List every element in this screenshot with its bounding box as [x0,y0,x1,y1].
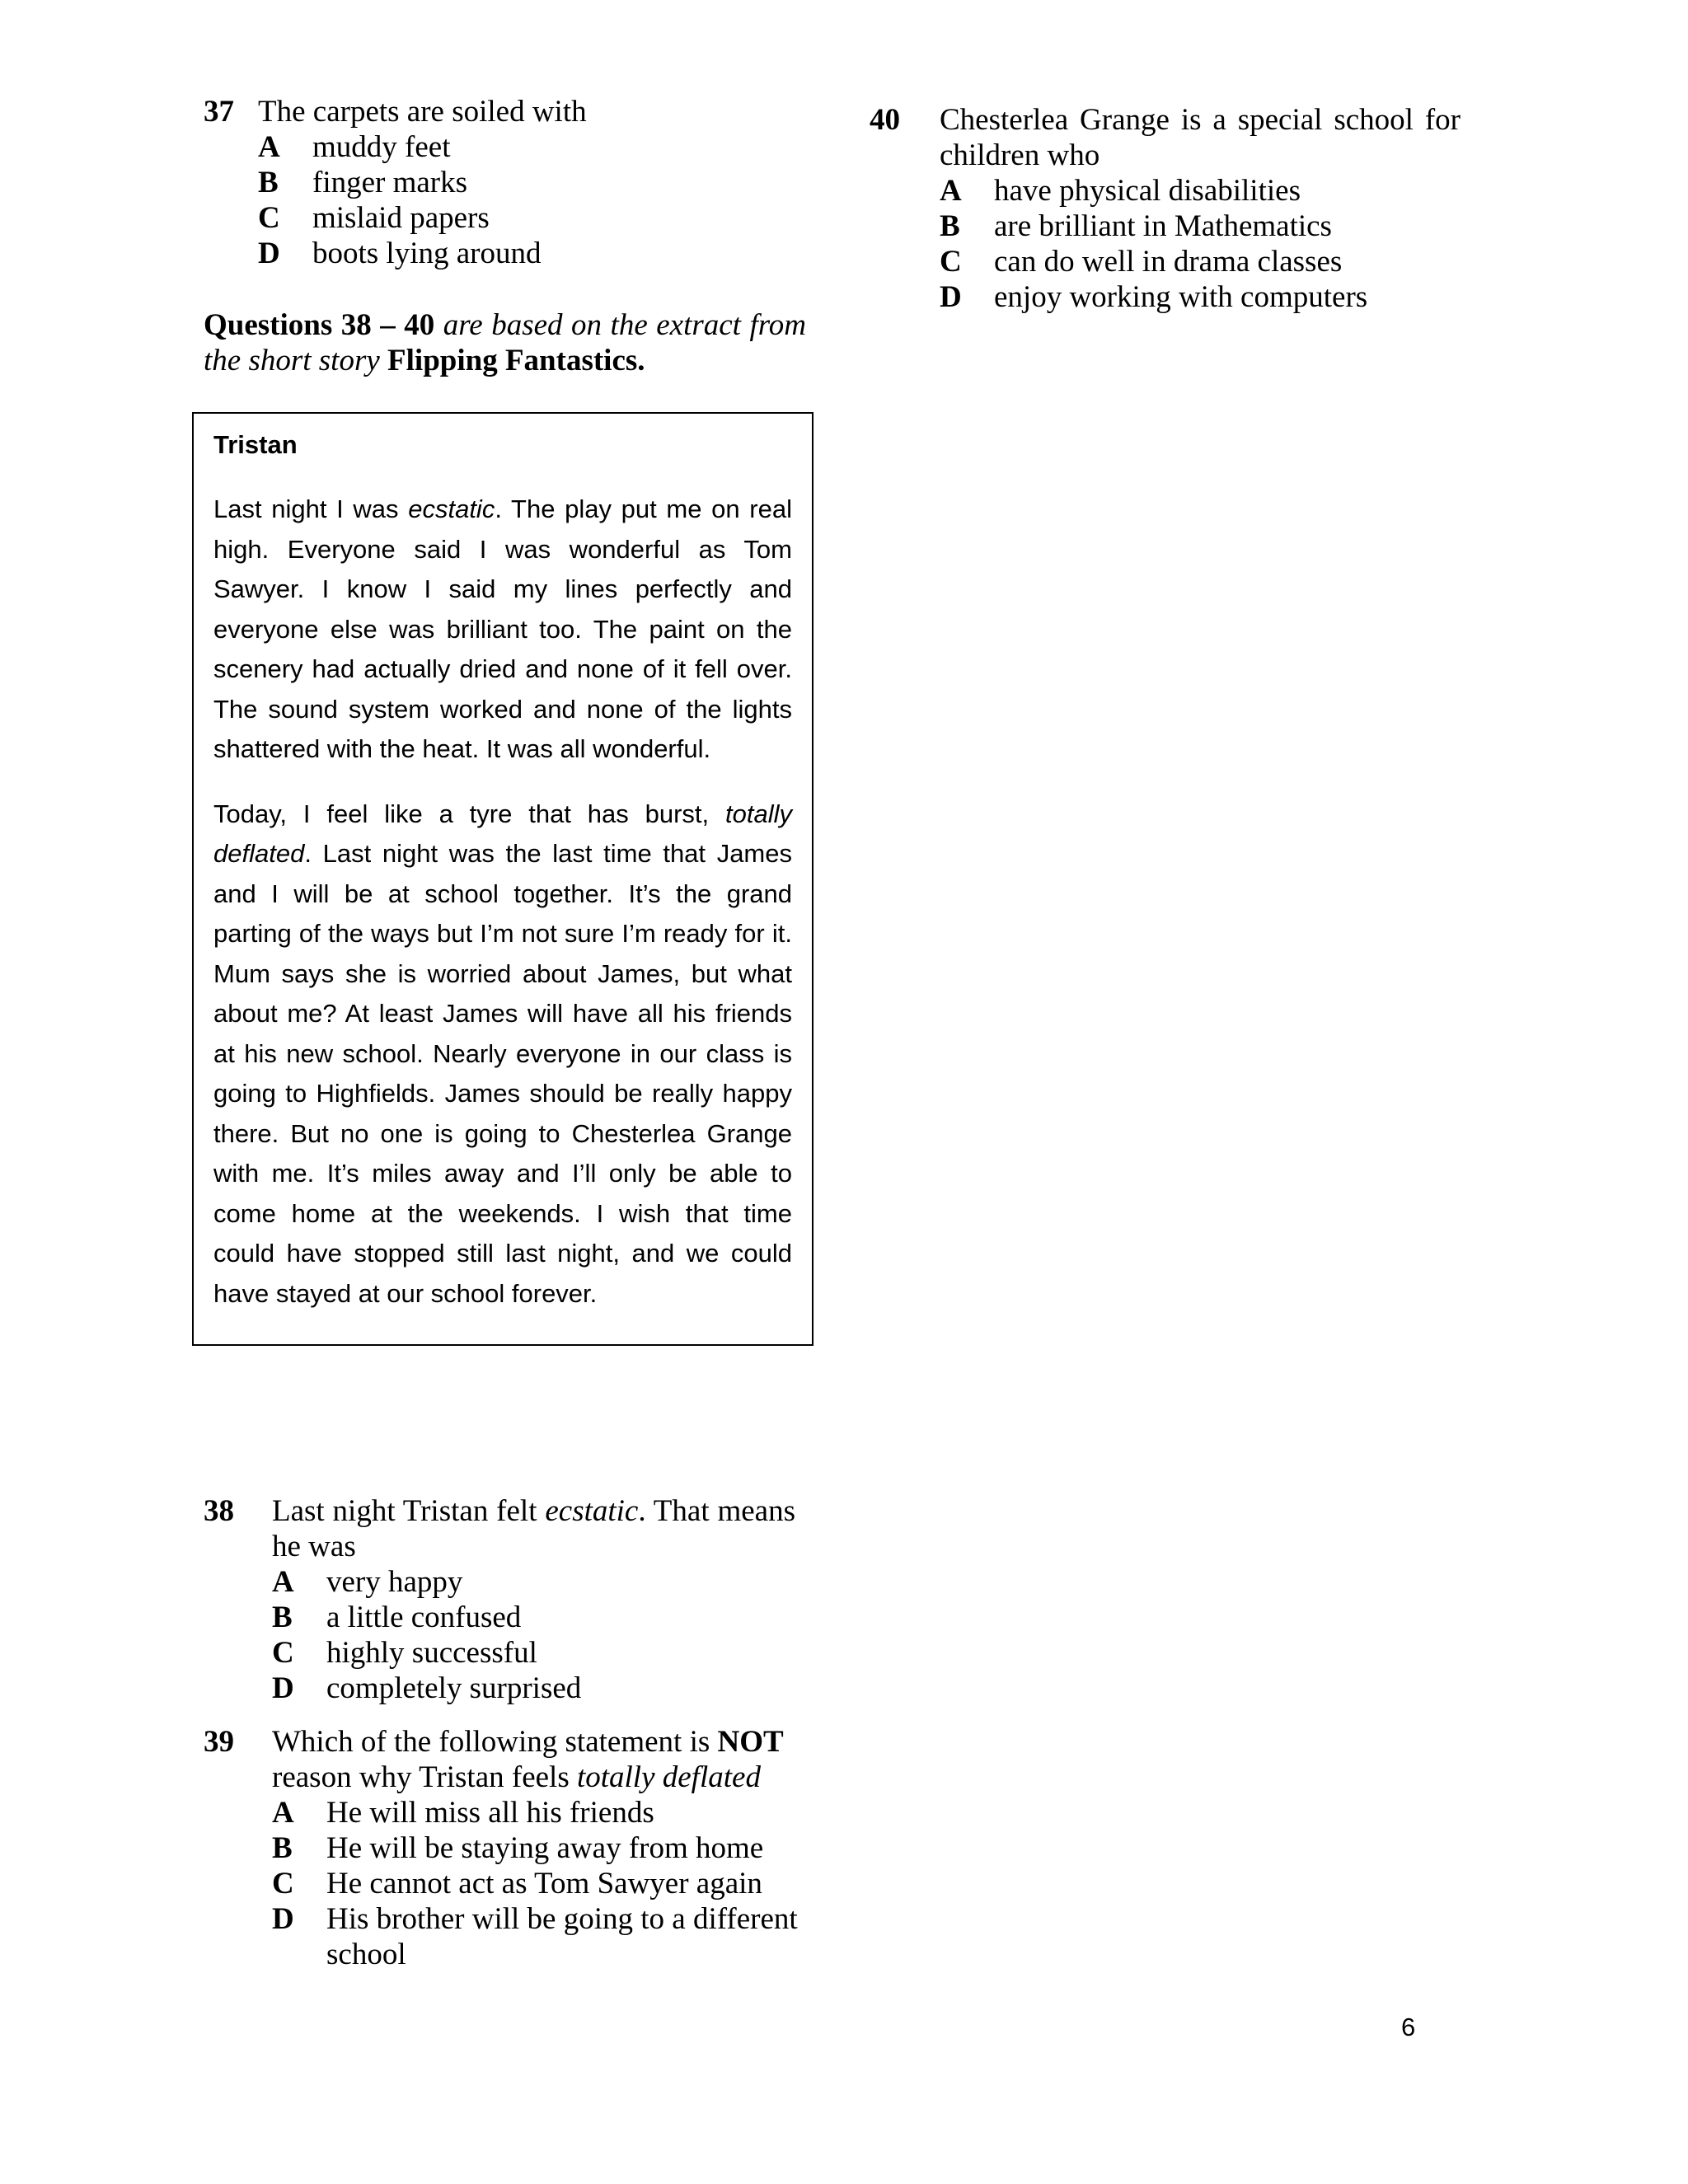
stem-bold: NOT [717,1725,784,1759]
option-letter: D [272,1671,294,1705]
option-d [272,1901,816,1972]
extract-text: Today, I feel like a tyre that has burst, [213,799,726,828]
option-letter: C [258,201,280,235]
question-number: 37 [204,95,234,129]
option-text: highly successful [326,1636,537,1670]
option-text: a little confused [326,1601,522,1634]
option-text: muddy feet [312,130,451,164]
page-number: 6 [1401,2013,1416,2041]
option-d [258,236,753,271]
stem-text: Last night Tristan felt [272,1494,546,1528]
question-number: 38 [204,1494,234,1528]
option-letter: B [258,166,279,199]
option-letter: B [940,209,960,243]
options-list [272,1564,799,1706]
extract-title: Tristan [213,430,298,459]
option-letter: D [272,1902,294,1936]
option-text: have physical disabilities [994,174,1301,208]
extract-text: . Last night was the last time that James and I will be at school together. It’s the grand parting of the ways but I’m not sure I’m ready for it. Mum says she is worried about James, but what about me? At least James will have all his friends at his new school. Nearly everyone in our class is going to Highfields. James should be really happy there. But no one is going to Chesterlea Grange with me. It’s miles away and I’ll only be able to come home at the weekends. I wish that time could have stopped still last night, and we could have stayed at our school forever. [213,839,792,1308]
extract-text: Last night I was [213,494,409,523]
question-stem: The carpets are soiled with [258,95,587,129]
stem-text: reason why Tristan feels [272,1760,577,1794]
option-text: can do well in drama classes [994,245,1343,279]
option-a [258,129,753,165]
options-list [258,129,753,271]
extract-box [192,412,814,1346]
question-stem: Chesterlea Grange is a special school for children who [940,103,1461,172]
intro-questions-range: Questions 38 – 40 [204,308,435,342]
section-intro [204,307,806,378]
stem-italic: totally deflated [576,1760,761,1794]
option-c [272,1866,816,1901]
extract-text: . The play put me on real high. Everyone said I was wonderful as Tom Sawyer. I know I said my lines perfectly and everyone else was brilliant too. The paint on the scenery had actually dried and none of it fell over. The sound system worked and none of the lights shattered with the heat. It was all wonderful. [213,494,792,763]
option-letter: A [272,1565,294,1599]
intro-story-title: Flipping Fantastics. [387,344,645,377]
question-number: 40 [870,103,900,137]
options-list [940,173,1467,315]
option-a [940,173,1467,209]
option-letter: A [272,1796,294,1830]
option-text: finger marks [312,166,468,199]
option-letter: C [940,245,962,279]
stem-italic: ecstatic [545,1494,639,1528]
extract-italic: totally deflated [213,799,792,868]
option-text: completely surprised [326,1671,582,1705]
option-text: enjoy working with computers [994,280,1368,314]
option-text: are brilliant in Mathematics [994,209,1332,243]
option-b [272,1830,816,1866]
option-a [272,1795,816,1830]
option-text: very happy [326,1565,463,1599]
option-d [940,279,1467,315]
option-c [258,200,753,236]
option-text: boots lying around [312,237,542,270]
option-letter: B [272,1831,293,1865]
option-a [272,1564,799,1600]
option-letter: A [940,174,962,208]
option-text: mislaid papers [312,201,490,235]
option-text: He cannot act as Tom Sawyer again [326,1867,762,1900]
option-text: He will be staying away from home [326,1831,764,1865]
question-number: 39 [204,1725,234,1759]
option-b [258,165,753,200]
extract-italic: ecstatic [408,494,495,523]
option-letter: C [272,1867,294,1900]
question-stem [272,1724,808,1795]
option-letter: C [272,1636,294,1670]
stem-text: . That means he was [272,1494,795,1563]
extract-paragraph-1 [213,490,792,770]
option-text: His brother will be going to a different school [326,1902,798,1971]
options-list [272,1795,816,1972]
option-b [940,209,1467,244]
option-b [272,1600,799,1635]
option-letter: D [940,280,962,314]
intro-text: are based on the extract from the short story [204,308,806,377]
option-text: He will miss all his friends [326,1796,654,1830]
stem-text: Which of the following statement is [272,1725,718,1759]
option-c [272,1635,799,1671]
option-letter: B [272,1601,293,1634]
extract-paragraph-2 [213,794,792,1315]
option-letter: D [258,237,280,270]
question-stem [272,1493,795,1564]
option-letter: A [258,130,280,164]
option-c [940,244,1467,279]
option-d [272,1671,799,1706]
